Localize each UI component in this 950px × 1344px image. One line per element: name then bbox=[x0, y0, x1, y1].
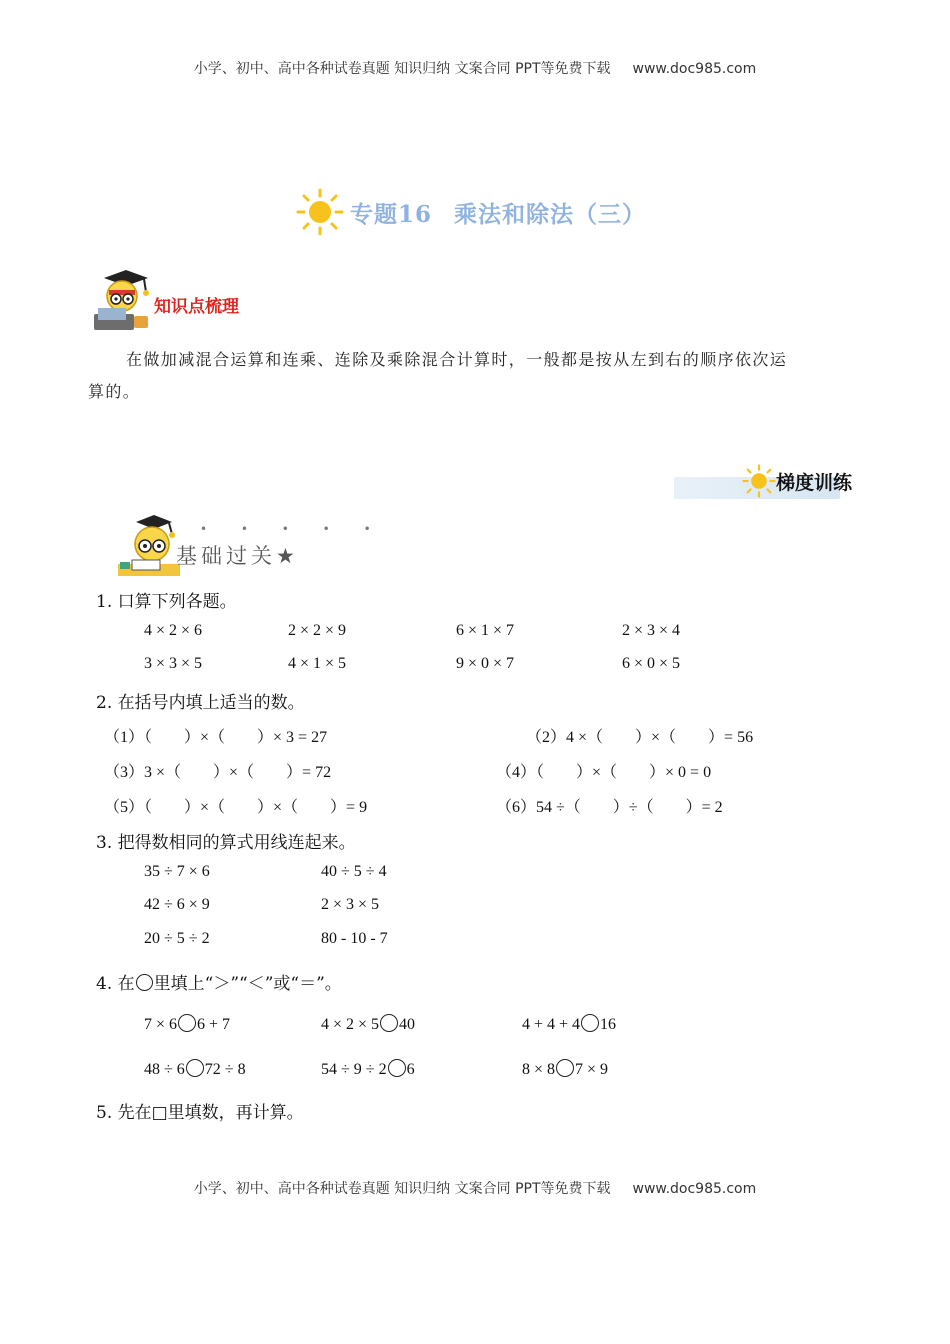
q4-left: 8 × 8 bbox=[522, 1061, 556, 1078]
page-title bbox=[296, 186, 646, 238]
q4-right: 40 bbox=[399, 1016, 416, 1033]
q4-right: 7 × 9 bbox=[575, 1061, 609, 1078]
q4-title-pre: 4. 在 bbox=[96, 974, 135, 994]
q2-item: （6）54 ÷（ ）÷（ ）= 2 bbox=[496, 799, 723, 816]
q1-cell: 6 × 1 × 7 bbox=[456, 622, 515, 639]
compare-circle[interactable] bbox=[380, 1014, 398, 1032]
reading-mascot-icon bbox=[118, 512, 180, 578]
q4-left: 7 × 6 bbox=[144, 1016, 178, 1033]
q1-cell: 4 × 2 × 6 bbox=[144, 622, 203, 639]
basic-dots: • • • • • bbox=[200, 522, 386, 536]
knowledge-heading bbox=[92, 268, 239, 332]
knowledge-paragraph-line2: 算的。 bbox=[88, 382, 141, 401]
q2-title: 2. 在括号内填上适当的数。 bbox=[96, 693, 305, 713]
q3-right-expr: 80 - 10 - 7 bbox=[321, 930, 388, 947]
title-name: 乘法和除法（三） bbox=[454, 200, 647, 228]
compare-circle[interactable] bbox=[178, 1014, 196, 1032]
q2-item: （4）（ ）×（ ）× 0 = 0 bbox=[496, 764, 712, 781]
q2-item: （5）（ ）×（ ）×（ ）= 9 bbox=[104, 799, 368, 816]
q4-right: 6 bbox=[406, 1061, 415, 1078]
basic-label: 基础过关★ bbox=[176, 544, 299, 568]
q1-cell: 9 × 0 × 7 bbox=[456, 655, 515, 672]
q3-right-expr: 40 ÷ 5 ÷ 4 bbox=[321, 863, 387, 880]
header-text: 小学、初中、高中各种试卷真题 知识归纳 文案合同 PPT等免费下载 bbox=[193, 61, 611, 77]
q1-cell: 3 × 3 × 5 bbox=[144, 655, 203, 672]
q4-item bbox=[522, 1059, 608, 1079]
knowledge-label: 知识点梳理 bbox=[154, 296, 239, 317]
q4-item bbox=[144, 1014, 230, 1034]
q1-cell: 6 × 0 × 5 bbox=[622, 655, 681, 672]
page-footer bbox=[0, 1178, 950, 1198]
q4-title bbox=[96, 969, 342, 994]
compare-circle[interactable] bbox=[556, 1059, 574, 1077]
q4-left: 48 ÷ 6 bbox=[144, 1061, 185, 1078]
circle-icon bbox=[136, 974, 153, 991]
sun-icon bbox=[742, 464, 776, 498]
compare-circle[interactable] bbox=[388, 1059, 406, 1077]
q3-left-expr: 42 ÷ 6 × 9 bbox=[144, 896, 210, 913]
header-url[interactable]: www.doc985.com bbox=[632, 61, 757, 77]
q4-left: 4 + 4 + 4 bbox=[522, 1016, 581, 1033]
q5-title: 5. 先在□里填数，再计算。 bbox=[96, 1103, 304, 1123]
q4-left: 54 ÷ 9 ÷ 2 bbox=[321, 1061, 387, 1078]
gradient-heading bbox=[742, 464, 852, 498]
footer-text: 小学、初中、高中各种试卷真题 知识归纳 文案合同 PPT等免费下载 bbox=[193, 1181, 611, 1197]
q1-cell: 4 × 1 × 5 bbox=[288, 655, 347, 672]
q4-item bbox=[321, 1059, 415, 1079]
basic-heading bbox=[118, 512, 180, 582]
q1-title: 1. 口算下列各题。 bbox=[96, 592, 237, 612]
q4-right: 6 + 7 bbox=[197, 1016, 231, 1033]
q4-item bbox=[522, 1014, 616, 1034]
q4-item bbox=[321, 1014, 415, 1034]
q3-right-expr: 2 × 3 × 5 bbox=[321, 896, 380, 913]
q2-item: （3）3 ×（ ）×（ ）= 72 bbox=[104, 764, 332, 781]
sun-icon bbox=[296, 188, 344, 236]
title-topic: 专题16 bbox=[350, 200, 433, 228]
knowledge-paragraph-line1: 在做加减混合运算和连乘、连除及乘除混合计算时，一般都是按从左到右的顺序依次运 bbox=[126, 350, 788, 369]
q4-left: 4 × 2 × 5 bbox=[321, 1016, 380, 1033]
q4-right: 16 bbox=[600, 1016, 617, 1033]
title-text bbox=[350, 196, 646, 229]
compare-circle[interactable] bbox=[581, 1014, 599, 1032]
q3-title: 3. 把得数相同的算式用线连起来。 bbox=[96, 833, 356, 853]
q4-item bbox=[144, 1059, 246, 1079]
scholar-mascot-icon bbox=[92, 268, 152, 332]
q1-cell: 2 × 2 × 9 bbox=[288, 622, 347, 639]
page-header bbox=[0, 58, 950, 78]
q1-cell: 2 × 3 × 4 bbox=[622, 622, 681, 639]
q4-right: 72 ÷ 8 bbox=[204, 1061, 246, 1078]
q4-title-post: 里填上“＞”“＜”或“＝”。 bbox=[153, 974, 342, 994]
footer-url[interactable]: www.doc985.com bbox=[632, 1181, 757, 1197]
q3-left-expr: 20 ÷ 5 ÷ 2 bbox=[144, 930, 210, 947]
q2-item: （2）4 ×（ ）×（ ）= 56 bbox=[526, 729, 754, 746]
gradient-label: 梯度训练 bbox=[776, 471, 853, 494]
q3-left-expr: 35 ÷ 7 × 6 bbox=[144, 863, 210, 880]
q2-item: （1）（ ）×（ ）× 3 = 27 bbox=[104, 729, 328, 746]
compare-circle[interactable] bbox=[186, 1059, 204, 1077]
